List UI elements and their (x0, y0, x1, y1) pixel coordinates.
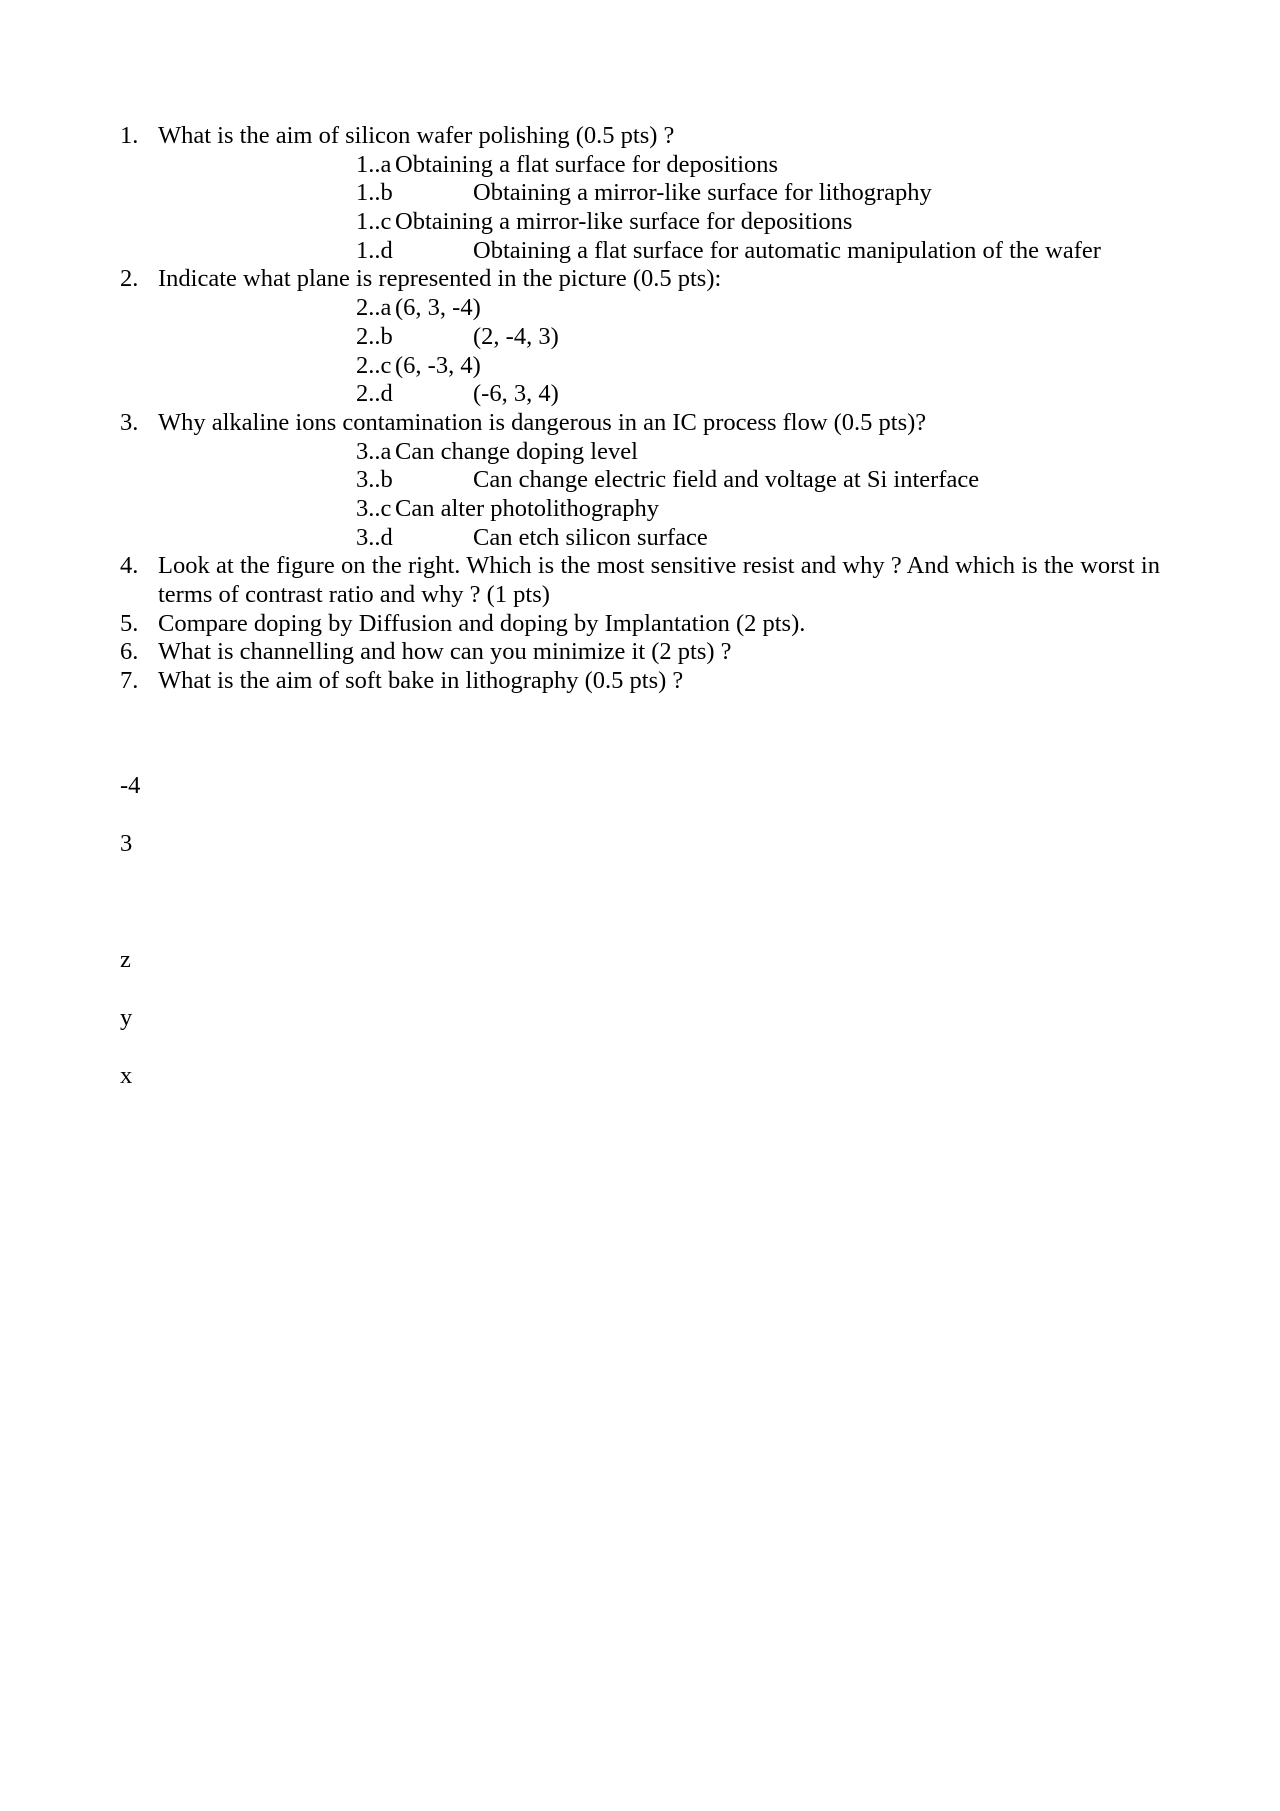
figure-label: z (120, 946, 131, 973)
question-7 (120, 667, 1160, 696)
answer-option (120, 179, 1160, 208)
answer-option-label: 2..d (356, 380, 393, 408)
question-text: Compare doping by Diffusion and doping by Implantation (2 pts). (158, 609, 806, 637)
answer-option (120, 237, 1160, 266)
answer-option (120, 352, 1160, 381)
answer-option-label: 2..b (356, 322, 393, 350)
answer-option (120, 466, 1160, 495)
answer-option (120, 380, 1160, 409)
answer-option-label: 3..b (356, 466, 393, 494)
figure-label: x (120, 1062, 133, 1089)
question-number: 1. (120, 122, 139, 149)
answer-option-text: Can etch silicon surface (473, 523, 708, 551)
question-text: Look at the figure on the right. Which is the most sensitive resist and why ? And which is the worst in terms of contrast ratio and why ? (1 pts) (158, 552, 1160, 609)
question-3 (120, 409, 1160, 438)
answer-option-text: (6, -3, 4) (395, 351, 481, 379)
answer-option-text: Can change doping level (395, 437, 638, 465)
answer-option-label: 1..c (356, 208, 392, 236)
answer-option (120, 151, 1160, 180)
question-number: 6. (120, 638, 139, 666)
answer-option (120, 495, 1160, 524)
question-text: What is channelling and how can you minimize it (2 pts) ? (158, 638, 732, 666)
answer-option-text: (-6, 3, 4) (473, 380, 559, 408)
answer-option-text: (6, 3, -4) (395, 294, 481, 322)
question-2 (120, 265, 1160, 294)
answer-option-text: Obtaining a flat surface for automatic manipulation of the wafer (473, 236, 1101, 264)
question-list (120, 122, 1160, 696)
answer-option (120, 323, 1160, 352)
answer-option-label: 1..d (356, 236, 393, 264)
answer-option-label: 3..a (356, 437, 392, 465)
question-text: What is the aim of silicon wafer polishing (0.5 pts) ? (158, 122, 675, 149)
question-4 (120, 552, 1160, 609)
question-number: 4. (120, 552, 139, 580)
answer-option-text: Obtaining a flat surface for depositions (395, 150, 779, 178)
question-number: 2. (120, 265, 139, 293)
answer-option-text: Can alter photolithography (395, 494, 659, 522)
answer-option-label: 1..a (356, 150, 392, 178)
question-text: What is the aim of soft bake in lithography (0.5 pts) ? (158, 667, 684, 695)
figure-label: -4 (120, 772, 141, 799)
answer-option-label: 1..b (356, 179, 393, 207)
question-1 (120, 122, 1160, 151)
question-number: 7. (120, 667, 139, 695)
answer-option-text: Obtaining a mirror-like surface for depositions (395, 208, 853, 236)
question-text: Why alkaline ions contamination is dangerous in an IC process flow (0.5 pts)? (158, 408, 927, 436)
question-text: Indicate what plane is represented in the picture (0.5 pts): (158, 265, 722, 293)
answer-option (120, 294, 1160, 323)
answer-option-text: Obtaining a mirror-like surface for lithography (473, 179, 932, 207)
answer-option-label: 3..c (356, 494, 392, 522)
answer-option-label: 2..c (356, 351, 392, 379)
answer-option (120, 438, 1160, 467)
answer-option (120, 208, 1160, 237)
question-5 (120, 610, 1160, 639)
figure-label: 3 (120, 830, 133, 857)
question-6 (120, 638, 1160, 667)
question-number: 3. (120, 408, 139, 436)
answer-option-text: Can change electric field and voltage at Si interface (473, 466, 980, 494)
figure-label: y (120, 1004, 133, 1031)
answer-option (120, 524, 1160, 553)
question-number: 5. (120, 609, 139, 637)
answer-option-text: (2, -4, 3) (473, 322, 559, 350)
answer-option-label: 2..a (356, 294, 392, 322)
answer-option-label: 3..d (356, 523, 393, 551)
